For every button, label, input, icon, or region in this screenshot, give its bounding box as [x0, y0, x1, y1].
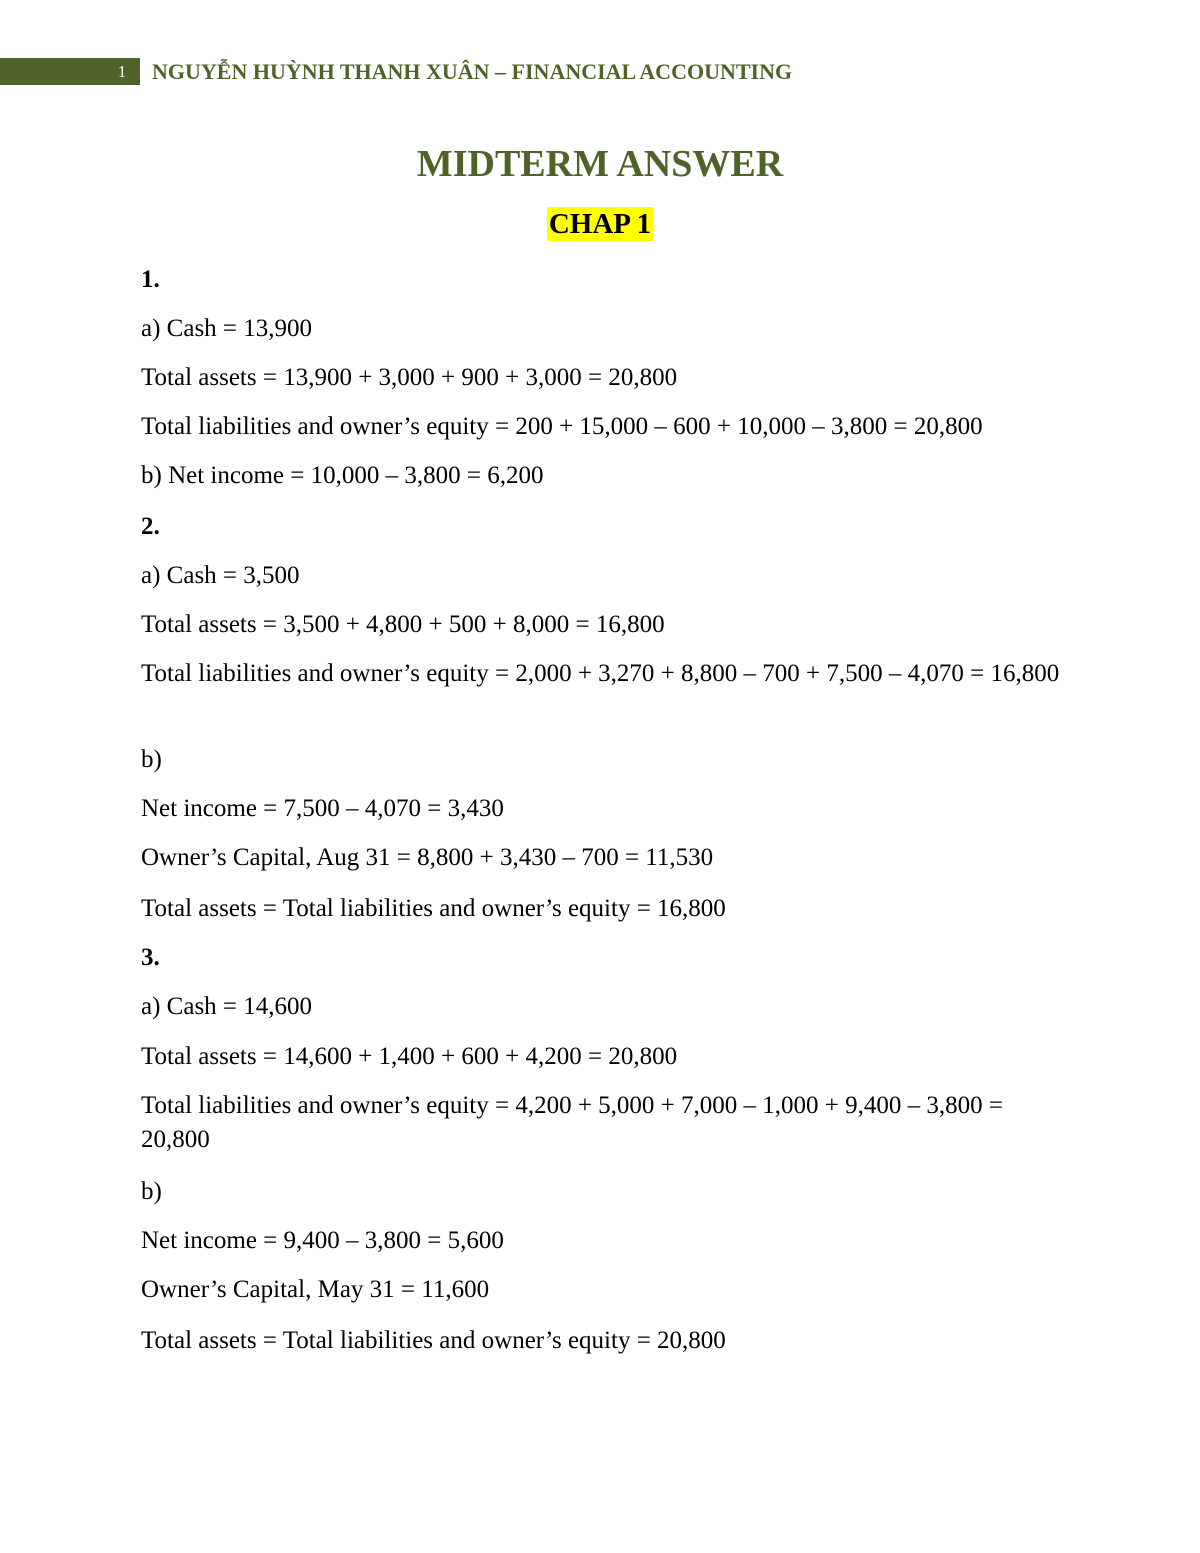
- question-2-owners-capital: Owner’s Capital, Aug 31 = 8,800 + 3,430 – 700 = 11,530: [141, 844, 714, 871]
- question-3-total-liabilities-equity: Total liabilities and owner’s equity = 4,200 + 5,000 + 7,000 – 1,000 + 9,400 – 3,800 = 20,800: [141, 1092, 1003, 1153]
- question-2-total-assets: Total assets = 3,500 + 4,800 + 500 + 8,000 = 16,800: [141, 611, 665, 638]
- question-3-total-assets: Total assets = 14,600 + 1,400 + 600 + 4,200 = 20,800: [141, 1043, 678, 1070]
- question-1-total-assets: Total assets = 13,900 + 3,000 + 900 + 3,000 = 20,800: [141, 364, 678, 391]
- question-1-net-income: b) Net income = 10,000 – 3,800 = 6,200: [141, 462, 544, 489]
- question-3-cash: a) Cash = 14,600: [141, 993, 313, 1020]
- question-3-part-b-label: b): [141, 1178, 162, 1205]
- question-2-number: 2.: [141, 513, 160, 540]
- question-1-number: 1.: [141, 266, 160, 293]
- question-2-accounting-equation: Total assets = Total liabilities and owner’s equity = 16,800: [141, 895, 726, 922]
- question-3-owners-capital: Owner’s Capital, May 31 = 11,600: [141, 1276, 490, 1303]
- chapter-label: CHAP 1: [548, 208, 652, 240]
- question-2-total-liabilities-equity: Total liabilities and owner’s equity = 2,000 + 3,270 + 8,800 – 700 + 7,500 – 4,070 = 16,800: [141, 660, 1060, 687]
- question-3-accounting-equation: Total assets = Total liabilities and owner’s equity = 20,800: [141, 1327, 726, 1354]
- header-title: NGUYỄN HUỲNH THANH XUÂN – FINANCIAL ACCOUNTING: [152, 59, 793, 84]
- question-1-cash: a) Cash = 13,900: [141, 315, 313, 342]
- question-2-net-income: Net income = 7,500 – 4,070 = 3,430: [141, 795, 504, 822]
- question-2-part-b-label: b): [141, 746, 162, 773]
- question-2-cash: a) Cash = 3,500: [141, 562, 300, 589]
- question-3-net-income: Net income = 9,400 – 3,800 = 5,600: [141, 1227, 504, 1254]
- question-1-total-liabilities-equity: Total liabilities and owner’s equity = 200 + 15,000 – 600 + 10,000 – 3,800 = 20,800: [141, 413, 983, 440]
- question-3-number: 3.: [141, 944, 160, 971]
- page-number: 1: [117, 62, 127, 81]
- chapter-heading: [0, 207, 1200, 241]
- document-title: MIDTERM ANSWER: [416, 143, 784, 185]
